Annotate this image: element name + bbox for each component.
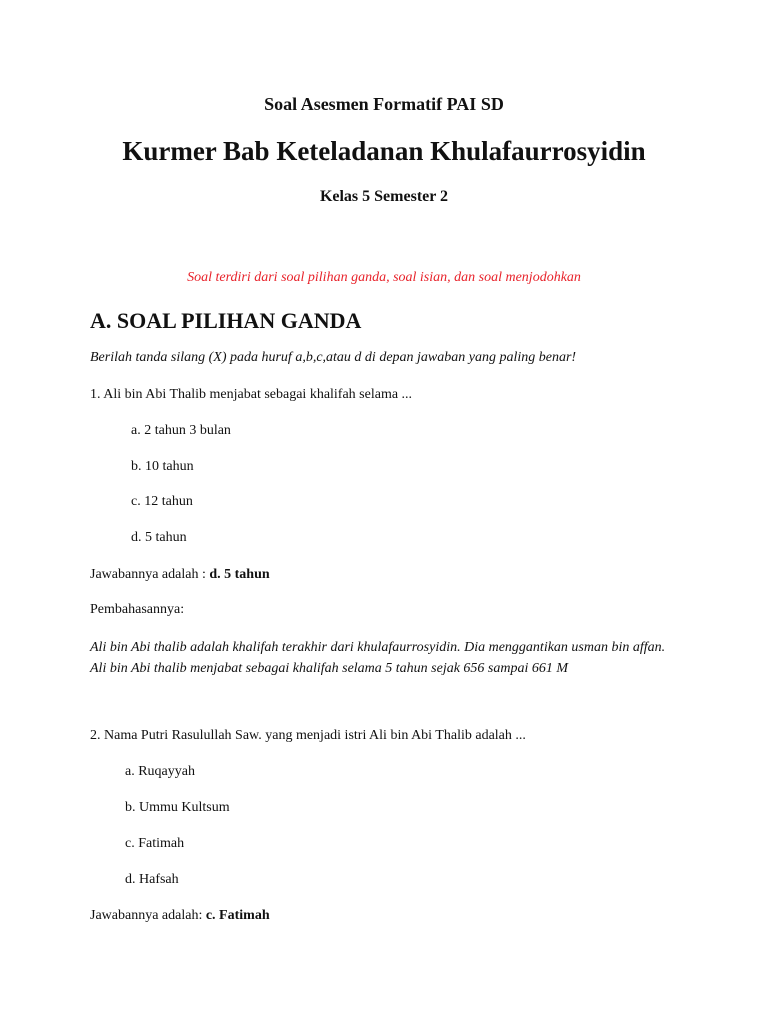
question-2-option-c: c. Fatimah	[125, 836, 185, 851]
section-a-heading: A. SOAL PILIHAN GANDA	[90, 308, 362, 333]
question-1-explanation: Ali bin Abi thalib adalah khalifah terakhir dari khulafaurrosyidin. Dia menggantikan usman bin affan. Ali bin Abi thalib menjabat sebagai khalifah selama 5 tahun sejak 656 sampai 661 M	[90, 640, 666, 676]
question-2-option-a: a. Ruqayyah	[125, 764, 195, 779]
question-1-text: 1. Ali bin Abi Thalib menjabat sebagai khalifah selama ...	[90, 387, 413, 402]
question-1-answer	[90, 567, 270, 583]
question-2-answer-label: Jawabannya adalah:	[90, 908, 206, 923]
question-2-answer-value: c. Fatimah	[205, 908, 270, 923]
section-a-instruction: Berilah tanda silang (X) pada huruf a,b,c,atau d di depan jawaban yang paling benar!	[90, 350, 577, 365]
question-1-option-c: c. 12 tahun	[131, 494, 193, 509]
question-1-option-a: a. 2 tahun 3 bulan	[131, 423, 231, 438]
question-2-option-b: b. Ummu Kultsum	[125, 800, 230, 815]
question-2-option-d: d. Hafsah	[125, 872, 179, 887]
question-2-text: 2. Nama Putri Rasulullah Saw. yang menjadi istri Ali bin Abi Thalib adalah ...	[90, 728, 526, 743]
question-1-option-d: d. 5 tahun	[131, 530, 187, 545]
class-semester-label: Kelas 5 Semester 2	[319, 188, 449, 205]
question-1-option-b: b. 10 tahun	[131, 459, 194, 474]
question-1-answer-value: d. 5 tahun	[209, 567, 270, 582]
document-subtitle: Soal Asesmen Formatif PAI SD	[264, 94, 504, 114]
question-types-note: Soal terdiri dari soal pilihan ganda, soal isian, dan soal menjodohkan	[187, 270, 581, 285]
question-2-answer	[90, 908, 270, 924]
document-title: Kurmer Bab Keteladanan Khulafaurrosyidin	[122, 136, 646, 166]
question-1-explanation-label: Pembahasannya:	[90, 602, 185, 617]
question-1-answer-label: Jawabannya adalah :	[90, 567, 210, 582]
